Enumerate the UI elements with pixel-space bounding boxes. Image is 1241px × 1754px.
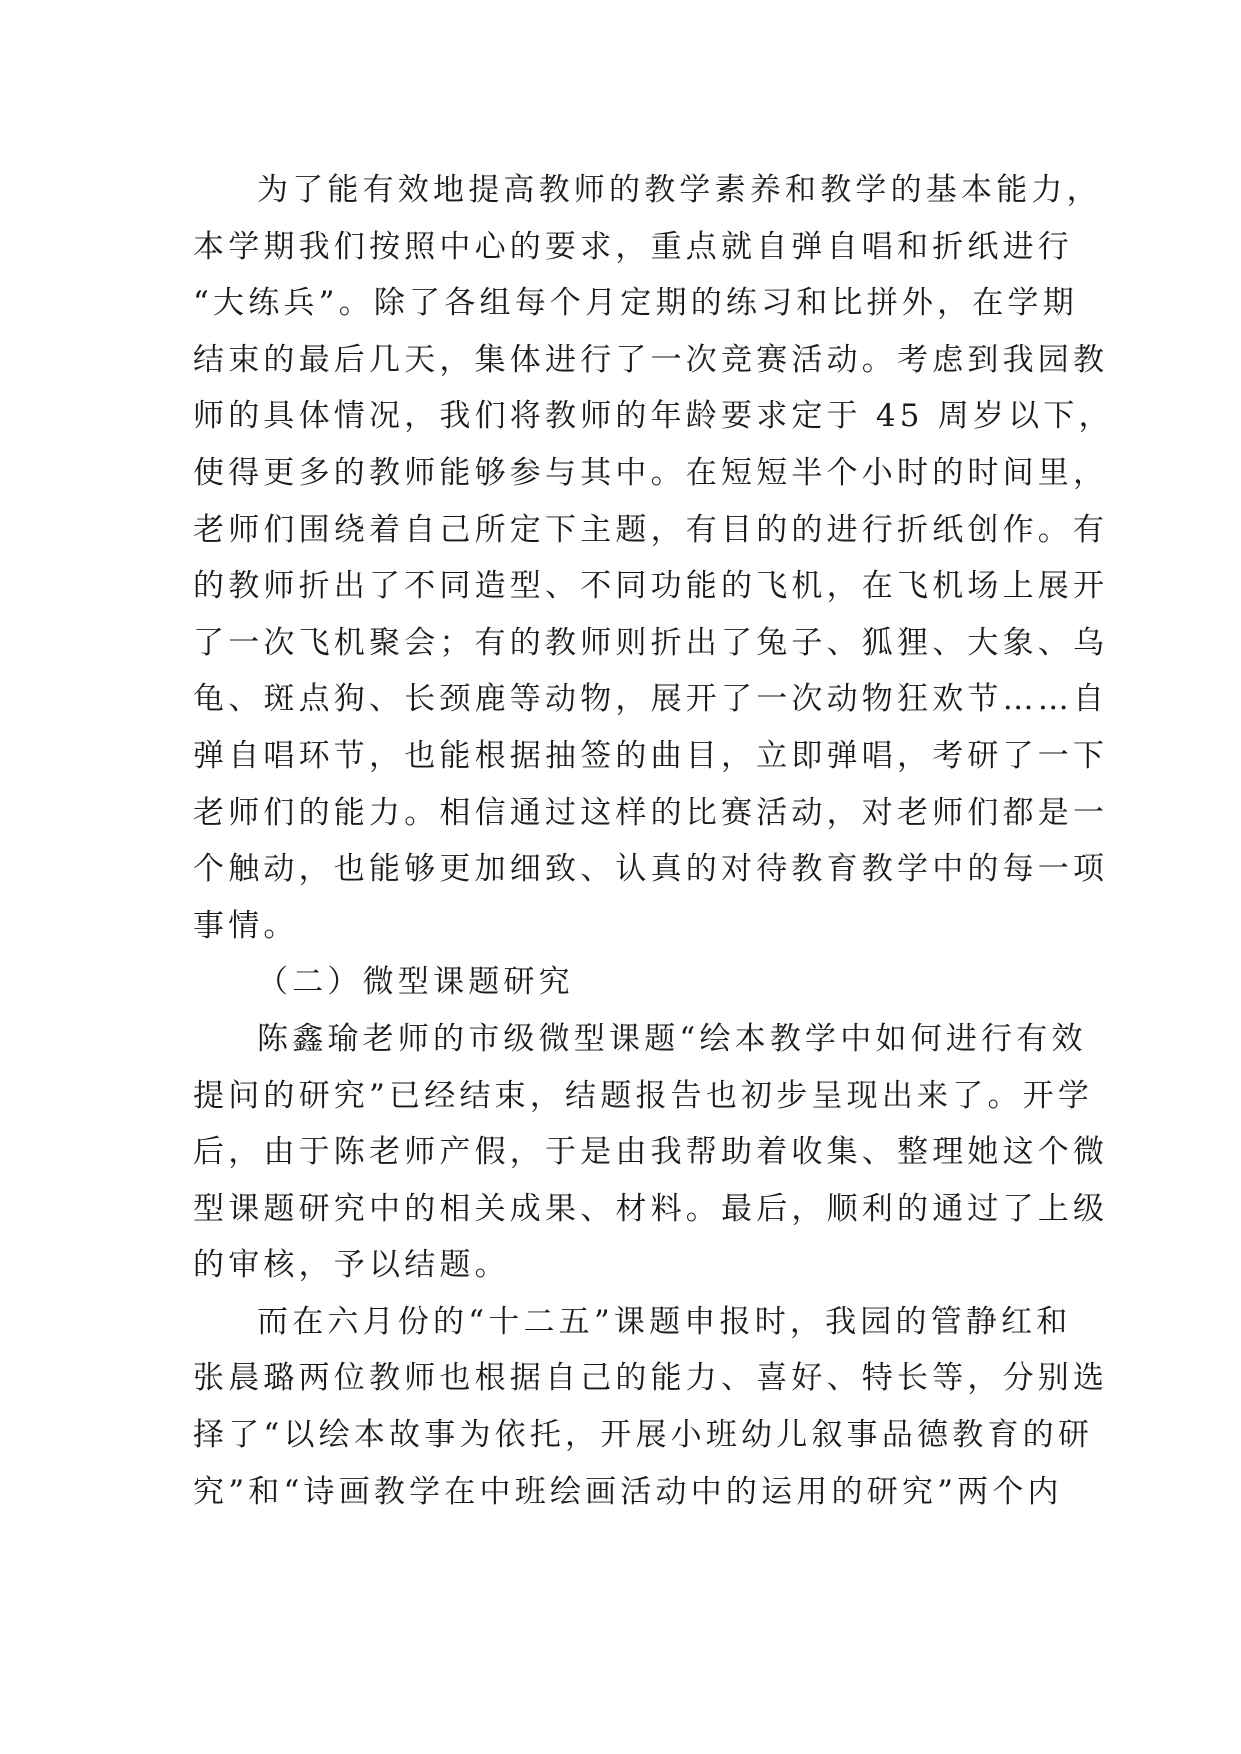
paragraph-line: 使得更多的教师能够参与其中。在短短半个小时的时间里， xyxy=(193,454,1109,491)
paragraph-line: 张晨璐两位教师也根据自己的能力、喜好、特长等，分别选 xyxy=(193,1360,1109,1397)
paragraph-line: 究”和“诗画教学在中班绘画活动中的运用的研究”两个内 xyxy=(193,1473,1063,1510)
paragraph-line: 为了能有效地提高教师的教学素养和教学的基本能力， xyxy=(257,172,1102,208)
paragraph-line: 个触动，也能够更加细致、认真的对待教育教学中的每一项 xyxy=(193,851,1109,888)
paragraph-line: “大练兵”。除了各组每个月定期的练习和比拼外，在学期 xyxy=(193,285,1078,322)
paragraph-line: 提问的研究”已经结束，结题报告也初步呈现出来了。开学 xyxy=(193,1077,1094,1114)
section-heading: （二）微型课题研究 xyxy=(257,964,574,1001)
paragraph-line: 弹自唱环节，也能根据抽签的曲目，立即弹唱，考研了一下 xyxy=(193,737,1109,774)
paragraph-line: 龟、斑点狗、长颈鹿等动物，展开了一次动物狂欢节……自 xyxy=(193,681,1109,718)
paragraph-line: 老师们的能力。相信通过这样的比赛活动，对老师们都是一 xyxy=(193,794,1109,831)
paragraph-line: 择了“以绘本故事为依托，开展小班幼儿叙事品德教育的研 xyxy=(193,1417,1094,1454)
paragraph-line: 了一次飞机聚会；有的教师则折出了兔子、狐狸、大象、乌 xyxy=(193,624,1109,661)
paragraph-line: 而在六月份的“十二五”课题申报时，我园的管静红和 xyxy=(257,1303,1072,1340)
paragraph-line: 型课题研究中的相关成果、材料。最后，顺利的通过了上级 xyxy=(193,1190,1109,1227)
paragraph-line: 的审核，予以结题。 xyxy=(193,1247,510,1284)
document-body xyxy=(193,162,1114,1520)
paragraph-line: 老师们围绕着自己所定下主题，有目的的进行折纸创作。有 xyxy=(193,511,1109,548)
paragraph-line: 事情。 xyxy=(193,907,299,944)
paragraph-line: 陈鑫瑜老师的市级微型课题“绘本教学中如何进行有效 xyxy=(257,1020,1087,1057)
paragraph-line: 的教师折出了不同造型、不同功能的飞机，在飞机场上展开 xyxy=(193,568,1109,605)
paragraph-line: 本学期我们按照中心的要求，重点就自弹自唱和折纸进行 xyxy=(193,228,1073,265)
paragraph-line: 结束的最后几天，集体进行了一次竞赛活动。考虑到我园教 xyxy=(193,341,1109,378)
paragraph-line: 师的具体情况，我们将教师的年龄要求定于 45 周岁以下， xyxy=(193,398,1114,435)
paragraph-line: 后，由于陈老师产假，于是由我帮助着收集、整理她这个微 xyxy=(193,1134,1109,1171)
